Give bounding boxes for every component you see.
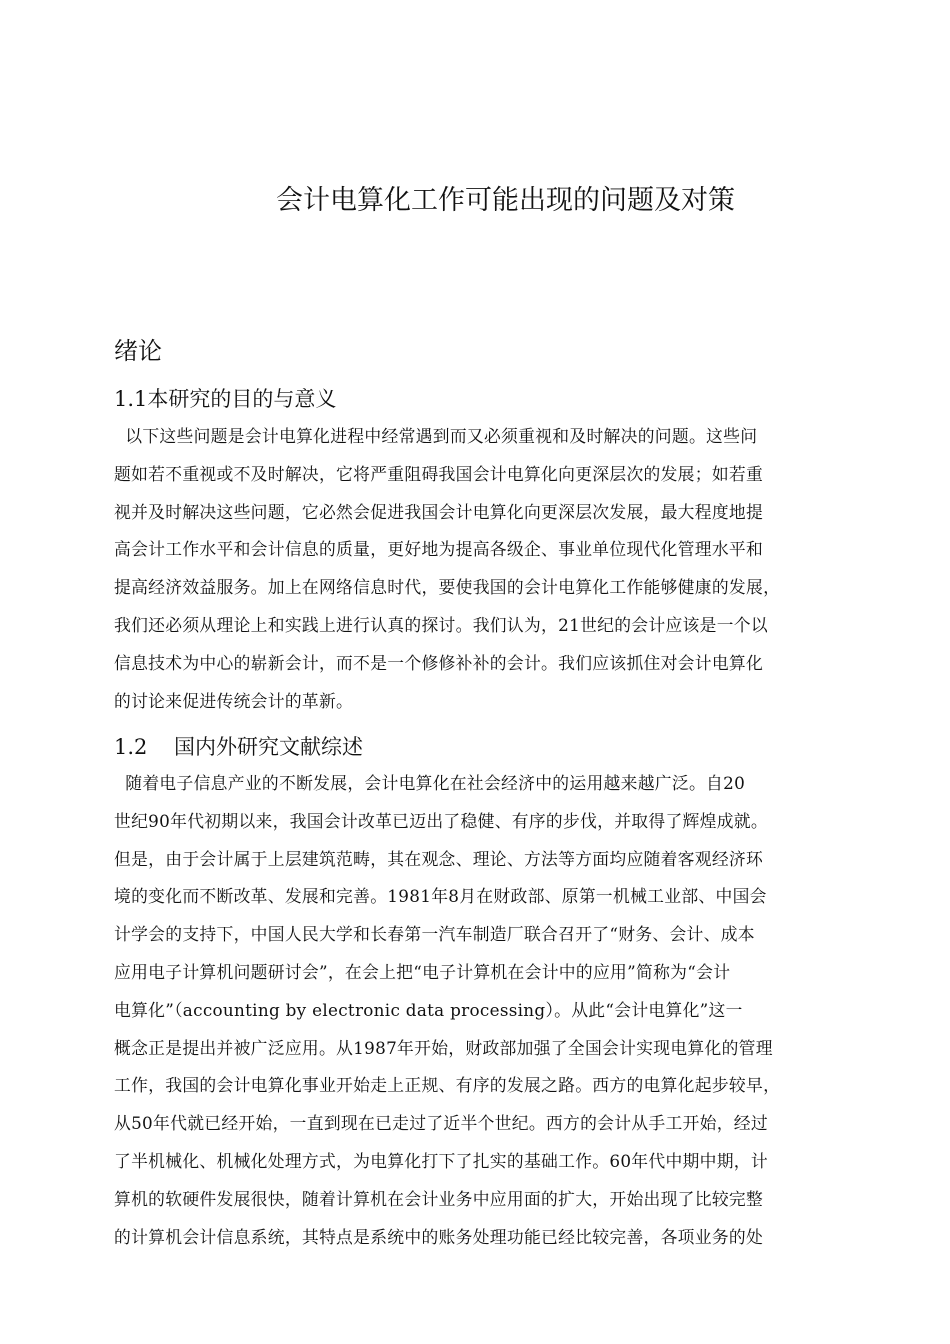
chapter-heading: 绪论 [114,337,162,365]
paragraph-line: 提高经济效益服务。加上在网络信息时代，要使我国的会计电算化工作能够健康的发展， [114,577,781,598]
paragraph-line: 高会计工作水平和会计信息的质量，更好地为提高各级企、事业单位现代化管理水平和 [114,539,764,560]
paragraph-line: 以下这些问题是会计电算化进程中经常遇到而又必须重视和及时解决的问题。这些问 [114,426,758,446]
paragraph-line: 题如若不重视或不及时解决，它将严重阻碍我国会计电算化向更深层次的发展；如若重 [114,463,764,484]
paragraph-line: 随着电子信息产业的不断发展，会计电算化在社会经济中的运用越来越广泛。自20 [114,773,746,793]
paragraph-line: 的讨论来促进传统会计的革新。 [114,690,354,711]
document-title: 会计电算化工作可能出现的问题及对策 [276,185,735,216]
paragraph-line: 算机的软硬件发展很快，随着计算机在会计业务中应用面的扩大，开始出现了比较完整 [114,1188,764,1209]
paragraph-line: 了半机械化、机械化处理方式，为电算化打下了扎实的基础工作。60年代中期中期，计 [114,1150,768,1171]
section-number: 1.1 [114,387,148,411]
paragraph-line: 概念正是提出并被广泛应用。从1987年开始，财政部加强了全国会计实现电算化的管理 [114,1037,773,1058]
section-title: 国内外研究文献综述 [174,735,363,759]
paragraph-line: 电算化”（accounting by electronic data processing）。从此“会计电算化”这一 [114,999,743,1020]
section-1-1-paragraph [114,418,860,720]
paragraph-line: 从50年代就已经开始，一直到现在已走过了近半个世纪。西方的会计从手工开始，经过 [114,1113,768,1134]
paragraph-line: 的计算机会计信息系统，其特点是系统中的账务处理功能已经比较完善，各项业务的处 [114,1226,764,1247]
section-title: 本研究的目的与意义 [147,387,337,411]
paragraph-line: 境的变化而不断改革、发展和完善。1981年8月在财政部、原第一机械工业部、中国会 [114,886,767,907]
paragraph-line: 信息技术为中心的崭新会计，而不是一个修修补补的会计。我们应该抓住对会计电算化 [114,652,764,673]
section-1-2-paragraph [114,765,860,1256]
paragraph-line: 工作，我国的会计电算化事业开始走上正规、有序的发展之路。西方的电算化起步较早， [114,1075,781,1096]
section-heading-1-1 [114,384,336,414]
paragraph-line: 视并及时解决这些问题，它必然会促进我国会计电算化向更深层次发展，最大程度地提 [114,501,764,522]
section-heading-1-2 [114,732,363,762]
paragraph-line: 计学会的支持下，中国人民大学和长春第一汽车制造厂联合召开了“财务、会计、成本 [114,924,755,945]
section-number: 1.2 [114,735,148,759]
paragraph-line: 世纪90年代初期以来，我国会计改革已迈出了稳健、有序的步伐，并取得了辉煌成就。 [114,810,768,831]
paragraph-line: 但是，由于会计属于上层建筑范畴，其在观念、理论、方法等方面均应随着客观经济环 [114,848,764,869]
paragraph-line: 我们还必须从理论上和实践上进行认真的探讨。我们认为，21世纪的会计应该是一个以 [114,614,768,635]
paragraph-line: 应用电子计算机问题研讨会”，在会上把“电子计算机在会计中的应用”简称为“会计 [114,961,731,982]
